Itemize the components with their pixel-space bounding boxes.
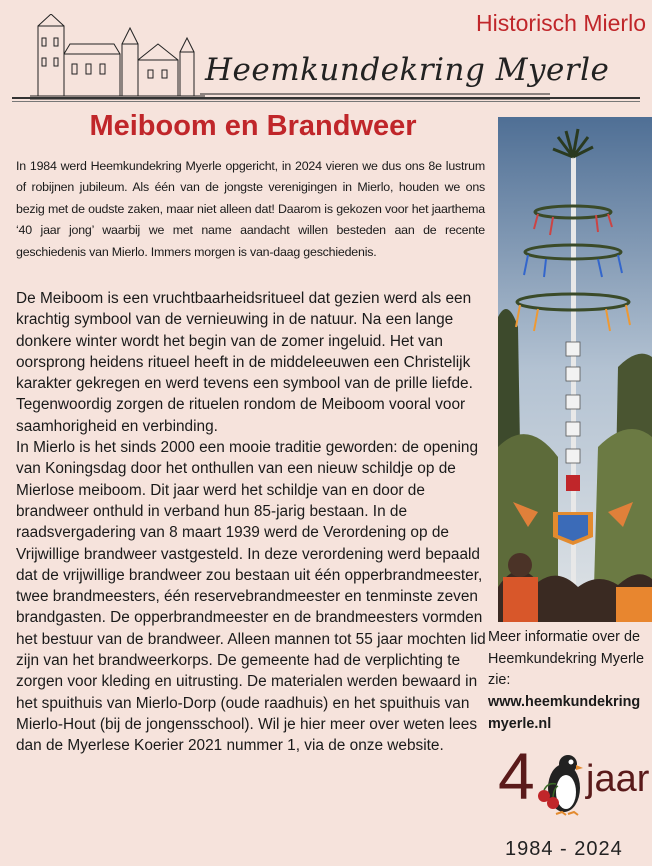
penguin-mascot-icon xyxy=(536,748,586,818)
website-link[interactable]: www.heemkundekring myerle.nl xyxy=(488,694,641,732)
anniversary-badge xyxy=(486,739,652,818)
header-divider xyxy=(12,97,640,99)
article-body xyxy=(16,288,490,757)
anniversary-years: 1984 - 2024 xyxy=(505,838,623,860)
brand-name: Heemkundekring Myerle xyxy=(205,52,610,88)
article-paragraph-1: De Meiboom is een vruchtbaarheidsritueel dat gezien werd als een krachtig symbool van de vernieuwing in de natuur. Na een lange donkere winter wordt het begin van de zomer ingeluid. Het van oorsprong heidens ritueel heeft in de middeleeuwen een Christelijk karakter gekregen en werd tevens een symbool van de prille liefde. Tegenwoordig zorgen de rituelen rondom de Meiboom vooral voor saamhorigheid en verbinding. xyxy=(16,290,473,435)
badge-number: 4 xyxy=(498,739,535,813)
header-divider-thin xyxy=(12,101,640,102)
site-title: Historisch Mierlo xyxy=(476,10,646,36)
badge-word: jaar xyxy=(586,758,650,800)
sidebar-info-text: Meer informatie over de Heemkundekring Myerle zie: xyxy=(488,629,644,688)
article-intro: In 1984 werd Heemkundekring Myerle opgericht, in 2024 vieren we dus ons 8e lustrum of robijnen jubileum. Als één van de jongste verenigingen in Mierlo, houden we ons bezig met de oudste zaken, maar niet alleen dat! Daarom is gekozen voor het jaarthema ‘40 jaar jong’ waarbij we met name aandacht willen besteden aan de recente geschiedenis van Mierlo. Immers morgen is van-daag geschiedenis. xyxy=(16,159,485,259)
article-title: Meiboom en Brandweer xyxy=(89,110,417,142)
article-paragraph-2: In Mierlo is het sinds 2000 een mooie traditie geworden: de opening van Koningsdag door het onthullen van een nieuw schildje op de Mierlose meiboom. Dit jaar werd het schildje van en door de brandweer onthuld in verband hun 85-jarig bestaan. In de raadsvergadering van 8 maart 1939 werd de Verordening op de Vrijwillige brandweer vastgesteld. In deze verordening werd bepaald dat de vrijwillige brandweer zou bestaan uit één opperbrandmeester, twee brandmeesters, één reservebrandmeester en tenminste zeven brandgasten. De opperbrandmeester en de brandmeesters vormden het bestuur van de brandweer. Alleen mannen tot 55 jaar mochten lid zijn van het brandweerkorps. De gemeente had de verplichting te zorgen voor kleding en uitrusting. De materialen werden bewaard in het spuithuis van Mierlo-Dorp (oude raadhuis) en het spuithuis van Mierlo-Hout (bij de jongensschool). Wil je hier meer over weten lees dan de Myerlese Koerier 2021 nummer 1, via de onze website. xyxy=(16,439,486,755)
maypole-photo xyxy=(498,117,652,622)
